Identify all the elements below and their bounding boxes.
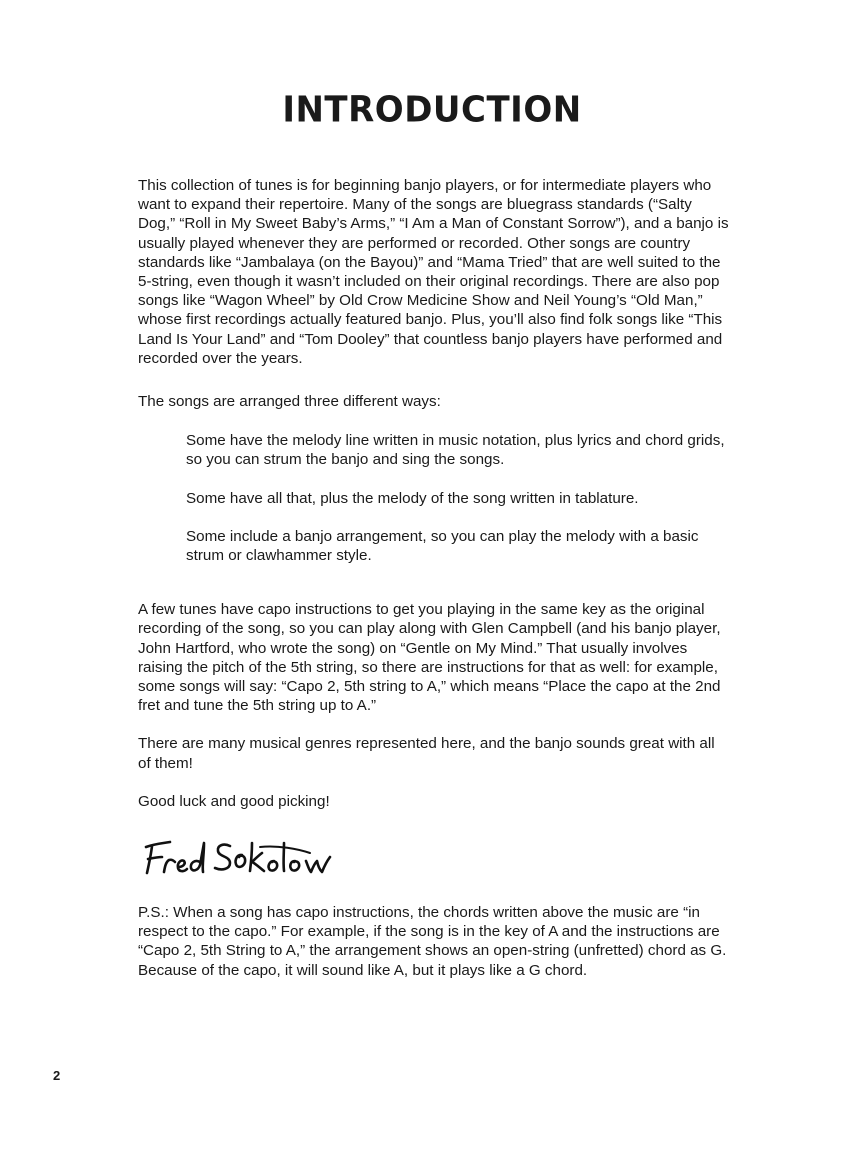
arrangement-item: Some have the melody line written in music notation, plus lyrics and chord grids, so you can strum the banjo and sing the songs. [186,432,725,469]
body-text [138,176,730,980]
signature-image [138,831,358,883]
page-number: 2 [53,1068,61,1083]
arranged-paragraph: The songs are arranged three different ways: [138,393,441,411]
capo-paragraph: A few tunes have capo instructions to get you playing in the same key as the original recording of the song, so you can play along with Glen Campbell (and his banjo player, John Hartford, who wrote the song) on “Gentle on My Mind.” That usually involves raising the pitch of the 5th string, so there are instructions for that as well: for example, some songs will say: “Capo 2, 5th string to A,” which means “Place the capo at the 2nd fret and tune the 5th string up to A.” [138,601,721,715]
arrangement-item: Some have all that, plus the melody of the song written in tablature. [186,489,639,507]
arrangement-list [138,431,730,565]
genres-paragraph: There are many musical genres represented here, and the banjo sounds great with all of them! [138,735,715,772]
intro-paragraph: This collection of tunes is for beginning banjo players, or for intermediate players who want to expand their repertoire. Many of the songs are bluegrass standards (“Salty Dog,” “Roll in My Sweet Baby’s Arms,” “I Am a Man of Constant Sorrow”), and a banjo is usually played whenever they are performed or recorded. Other songs are country standards like “Jambalaya (on the Bayou)” and “Mama Tried” that are well suited to the 5-string, even though it wasn’t included on their original recordings. There are also pop songs like “Wagon Wheel” by Old Crow Medicine Show and Neil Young’s “Old Man,” whose first recordings actually featured banjo. Plus, you’ll also find folk songs like “This Land Is Your Land” and “Tom Dooley” that countless banjo players have performed and recorded over the years. [138,177,729,367]
page-title: INTRODUCTION [282,89,582,131]
closing-paragraph: Good luck and good picking! [138,792,330,810]
postscript-paragraph: P.S.: When a song has capo instructions, the chords written above the music are “in respect to the capo.” For example, if the song is in the key of A and the instructions are “Capo 2, 5th String to A,” the arrangement shows an open-string (unfretted) chord as G. Because of the capo, it will sound like A, but it plays like a G chord. [138,904,727,979]
arrangement-item: Some include a banjo arrangement, so you can play the melody with a basic strum or clawhammer style. [186,527,699,565]
